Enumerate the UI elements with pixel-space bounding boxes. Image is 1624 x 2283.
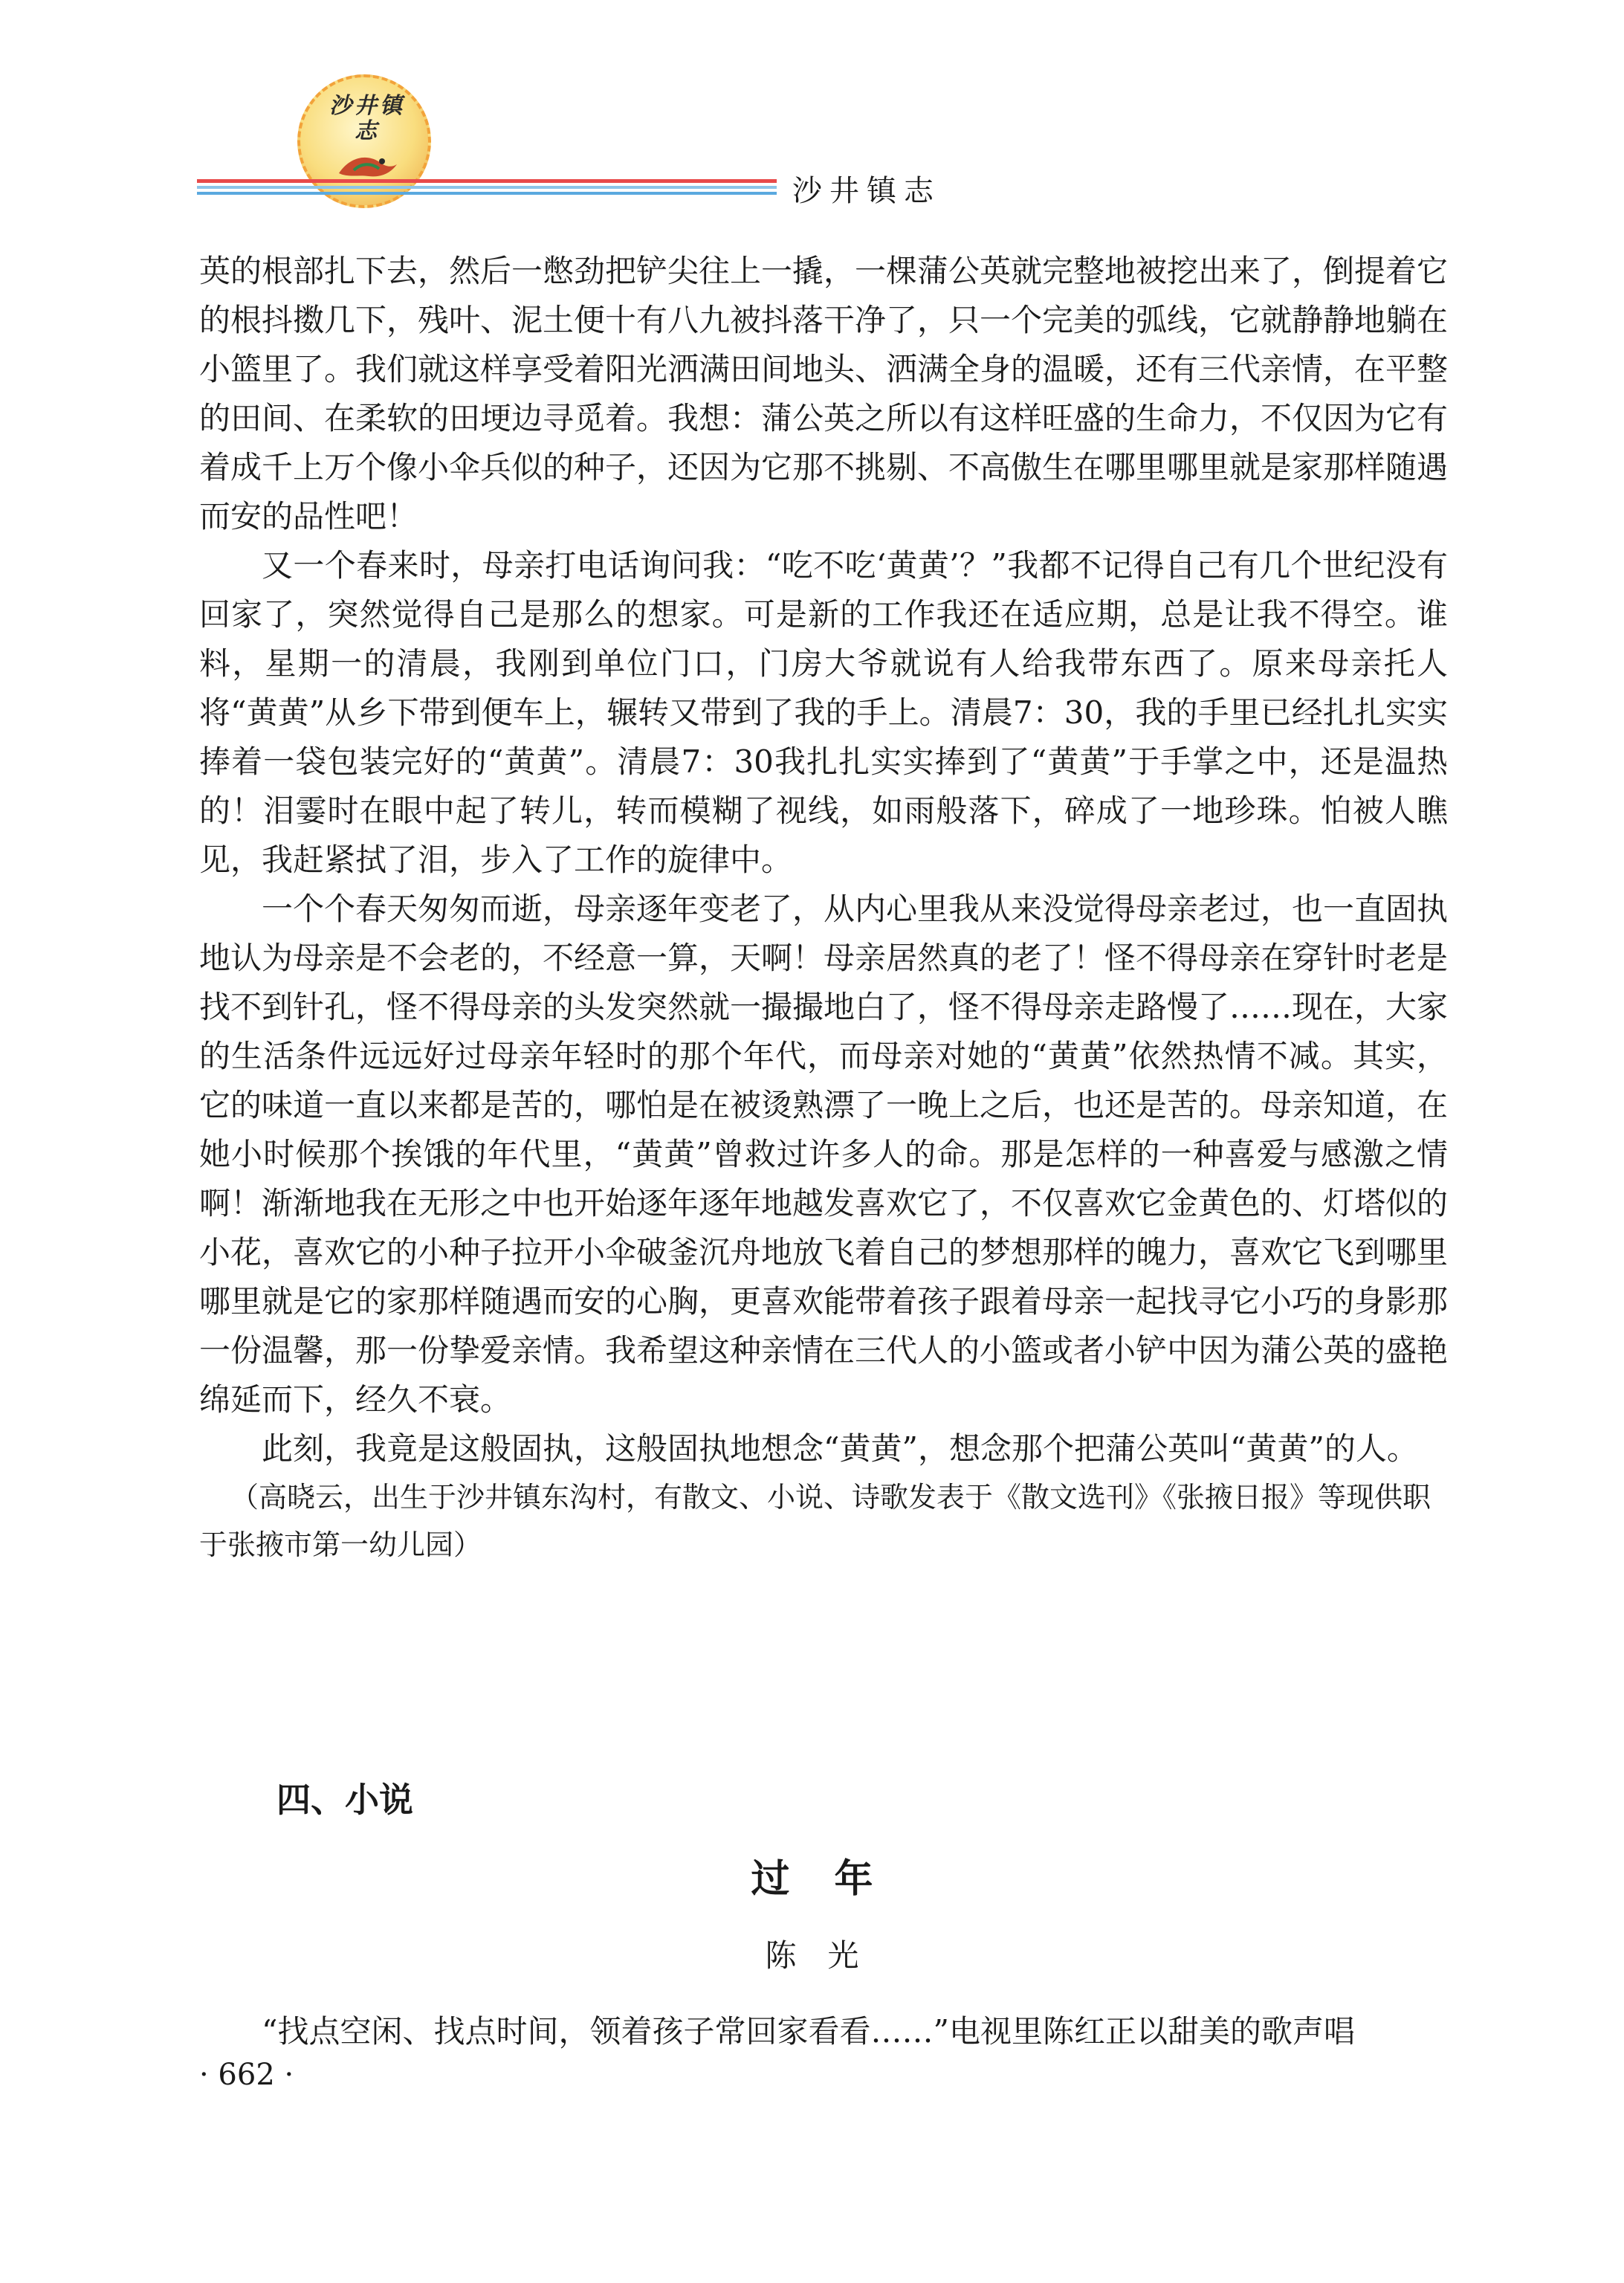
story-title: 过年 (751, 1856, 918, 1902)
paragraph: 一个个春天匆匆而逝，母亲逐年变老了，从内心里我从来没觉得母亲老过，也一直固执地认为母亲是不会老的，不经意一算，天啊！母亲居然真的老了！怪不得母亲在穿针时老是找不到针孔，怪不得母亲的头发突然就一撮撮地白了，怪不得母亲走路慢了……现在，大家的生活条件远远好过母亲年轻时的那个年代，而母亲对她的“黄黄”依然热情不减。其实，它的味道一直以来都是苦的，哪怕是在被烫熟漂了一晚上之后，也还是苦的。母亲知道，在她小时候那个挨饿的年代里，“黄黄”曾救过许多人的命。那是怎样的一种喜爱与感激之情啊！渐渐地我在无形之中也开始逐年逐年地越发喜欢它了，不仅喜欢它金黄色的、灯塔似的小花，喜欢它的小种子拉开小伞破釜沉舟地放飞着自己的梦想那样的魄力，喜欢它飞到哪里哪里就是它的家那样随遇而安的心胸，更喜欢能带着孩子跟着母亲一起找寻它小巧的身影那一份温馨，那一份挚爱亲情。我希望这种亲情在三代人的小篮或者小铲中因为蒲公英的盛艳绵延而下，经久不衰。 (199, 891, 1449, 1418)
paragraph: “找点空闲、找点时间，领着孩子常回家看看……”电视里陈红正以甜美的歌声唱 (262, 2013, 1355, 2050)
header-rule-blue (197, 192, 777, 195)
author-note: （高晓云，出生于沙井镇东沟村，有散文、小说、诗歌发表于《散文选刊》《张掖日报》等现供职于张掖市第一幼儿园） (199, 1481, 1431, 1561)
paragraph: 此刻，我竟是这般固执，这般固执地想念“黄黄”，想念那个把蒲公英叫“黄黄”的人。 (262, 1430, 1418, 1467)
section-heading: 四、小说 (276, 1780, 413, 1820)
running-header-title: 沙井镇志 (792, 174, 941, 208)
bird-emblem-icon (336, 148, 398, 182)
header-rule-red (197, 179, 777, 183)
story-author: 陈光 (765, 1937, 890, 1974)
page-header (0, 0, 1624, 216)
story-first-line (199, 2007, 1448, 2056)
logo-text: 沙井镇志 (329, 93, 405, 144)
header-rule-lightblue (197, 186, 777, 189)
paragraph: 又一个春来时，母亲打电话询问我：“吃不吃‘黄黄’？”我都不记得自己有几个世纪没有回家了，突然觉得自己是那么的想家。可是新的工作我还在适应期，总是让我不得空。谁料，星期一的清晨，我刚到单位门口，门房大爷就说有人给我带东西了。原来母亲托人将“黄黄”从乡下带到便车上，辗转又带到了我的手上。清晨7：30，我的手里已经扎扎实实捧着一袋包装完好的“黄黄”。清晨7：30我扎扎实实捧到了“黄黄”于手掌之中，还是温热的！泪霎时在眼中起了转儿，转而模糊了视线，如雨般落下，碎成了一地珍珠。怕被人瞧见，我赶紧拭了泪，步入了工作的旋律中。 (199, 547, 1448, 878)
paragraph-continued: 英的根部扎下去，然后一憋劲把铲尖往上一撬，一棵蒲公英就完整地被挖出来了，倒提着它的根抖擞几下，残叶、泥土便十有八九被抖落干净了，只一个完美的弧线，它就静静地躺在小篮里了。我们就这样享受着阳光洒满田间地头、洒满全身的温暖，还有三代亲情，在平整的田间、在柔软的田埂边寻觅着。我想：蒲公英之所以有这样旺盛的生命力，不仅因为它有着成千上万个像小伞兵似的种子，还因为它那不挑剔、不高傲生在哪里哪里就是家那样随遇而安的品性吧！ (199, 253, 1449, 535)
page-number: · 662 · (199, 2058, 294, 2092)
article-body (199, 247, 1448, 1569)
